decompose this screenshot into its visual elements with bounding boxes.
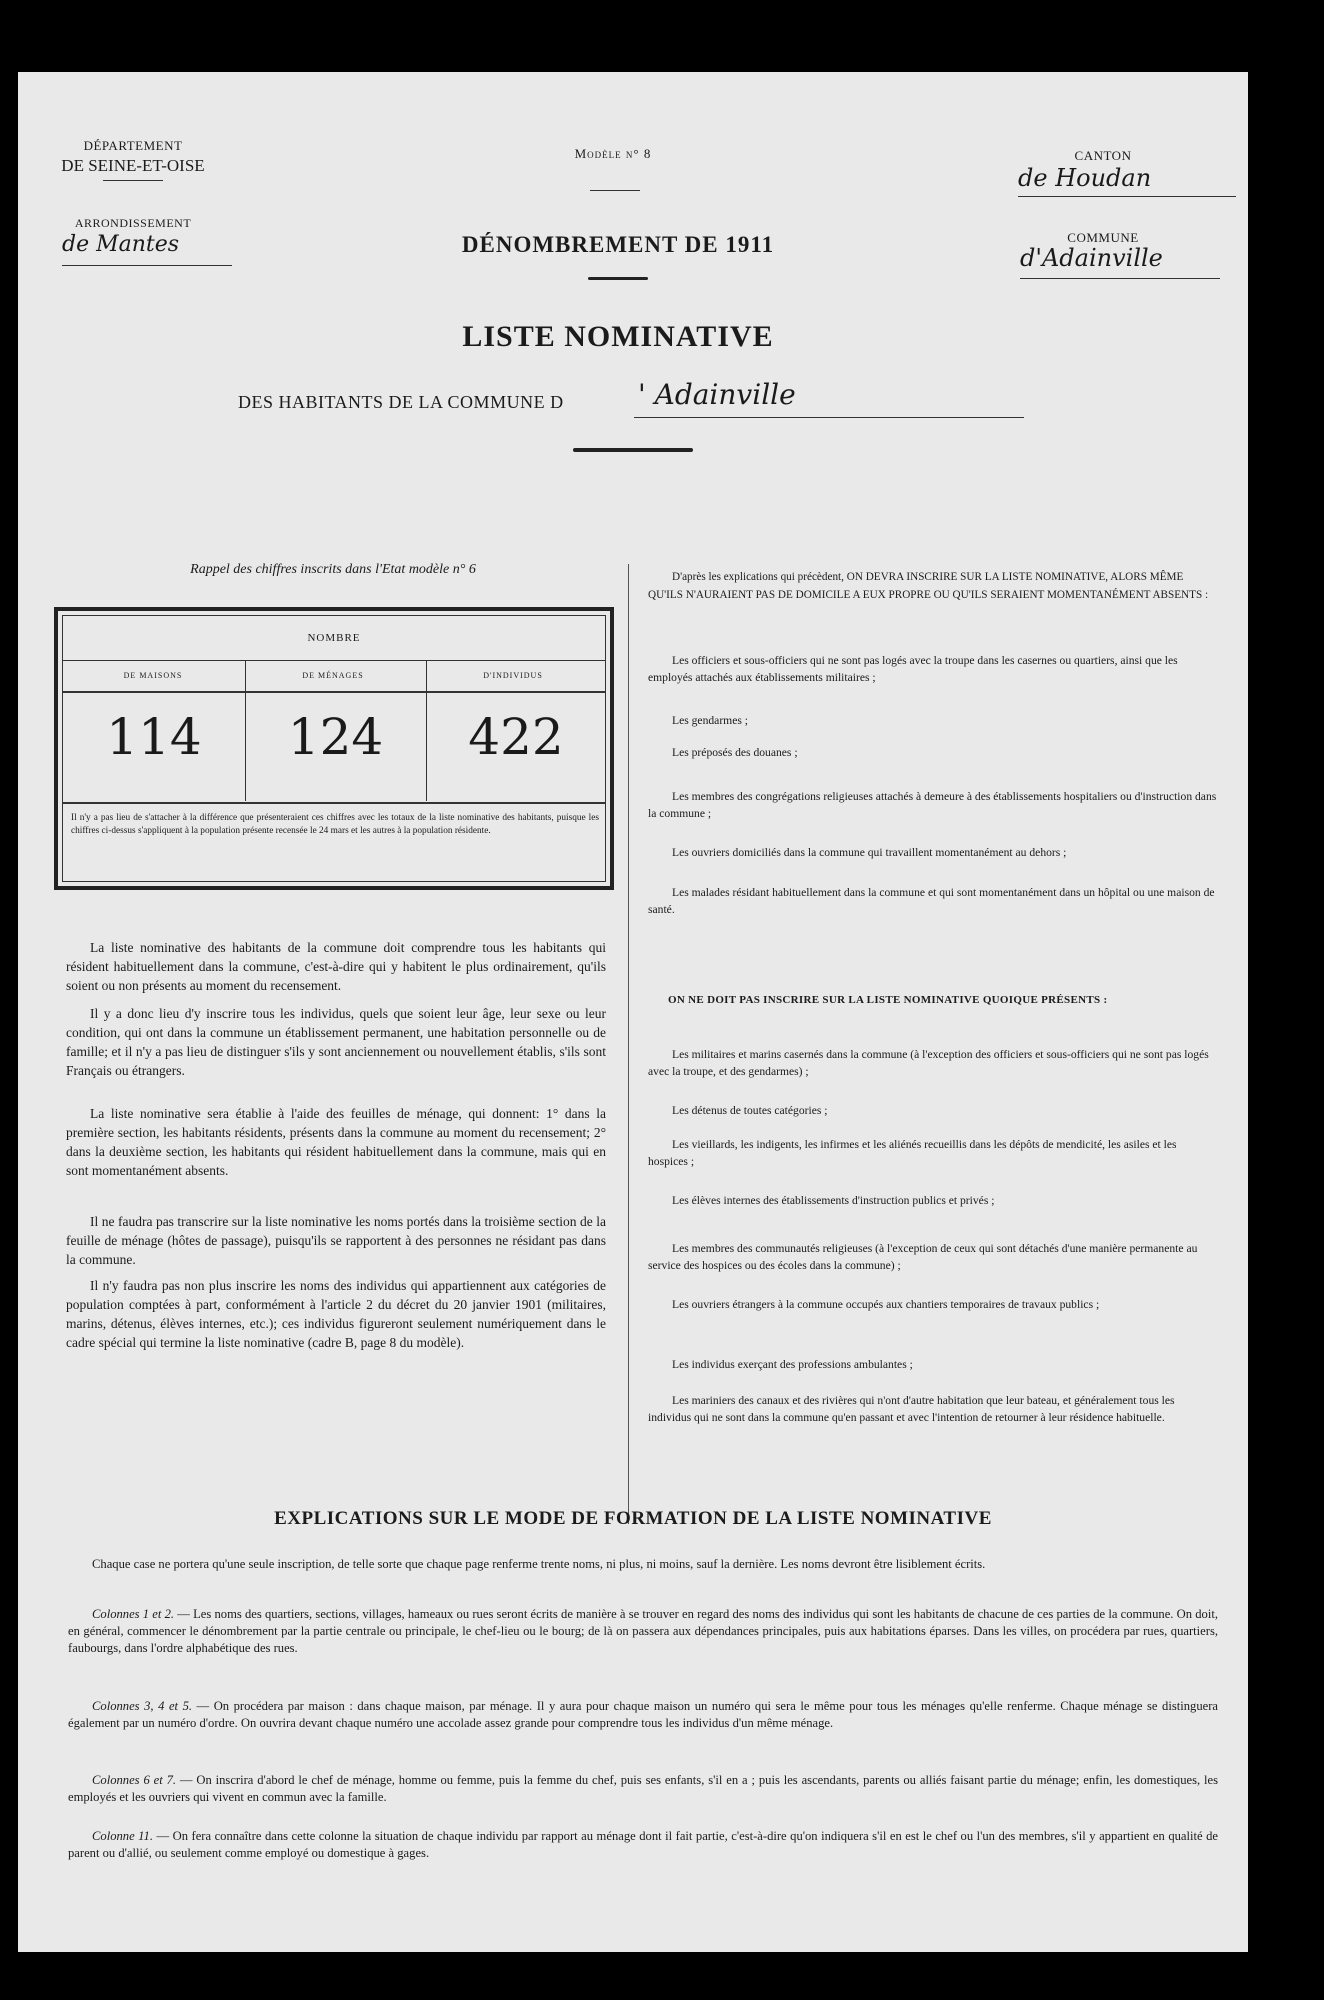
explication-paragraph-1: [68, 1556, 1218, 1573]
include-gendarmes: Les gendarmes ;: [672, 714, 748, 727]
include-ouvriers: Les ouvriers domiciliés dans la commune qui travaillent momentanément au dehors ;: [672, 846, 1067, 859]
individus-value: 422: [468, 708, 564, 766]
divider: [103, 180, 163, 181]
right-intro: D'après les explications qui précèdent, ON DEVRA INSCRIRE SUR LA LISTE NOMINATIVE, ALORS MÊME QU'ILS N'AURAIENT PAS DE DOMICILE A EUX PROPRE OU QU'ILS SERAIENT MOMENTANÉMENT ABSENTS :: [648, 571, 1209, 601]
divider: [63, 802, 605, 804]
habitants-prefix: DES HABITANTS DE LA COMMUNE D: [238, 392, 564, 412]
modele-label: Modèle n° 8: [574, 146, 652, 161]
left-paragraph-4: Il ne faudra pas transcrire sur la liste nominative les noms portés dans la troisième section de la feuille de ménage (hôtes de passage), puisqu'ils se rapportent à des personnes ne résidant pas dans la commune.: [66, 1214, 606, 1267]
liste-title: LISTE NOMINATIVE: [462, 320, 774, 353]
commune-value: d'Adainville: [1020, 244, 1163, 272]
col-maisons-header: DE MAISONS: [123, 671, 183, 680]
exclude-eleves: Les élèves internes des établissements d'instruction publics et privés ;: [672, 1194, 995, 1207]
explication-lead: Colonnes 6 et 7.: [92, 1773, 177, 1787]
census-page: [18, 72, 1248, 1952]
col-menages-header: DE MÉNAGES: [302, 671, 364, 680]
rappel-note: Il n'y a pas lieu de s'attacher à la différence que présenteraient ces chiffres avec les totaux de la liste nominative des habitants, puisque les chiffres ci-dessus s'appliquent à la population présente recensée le 24 mars et les autres à la population résidente.: [71, 813, 599, 836]
left-paragraph-3: La liste nominative sera établie à l'aide des feuilles de ménage, qui donnent: 1° dans la première section, les habitants résidents, présents dans la commune au moment du recensement; 2° dans la deuxième section, les habitants qui résident habituellement dans la commune, mais qui en sont momentanément absents.: [66, 1106, 606, 1178]
rappel-caption: Rappel des chiffres inscrits dans l'Etat modèle n° 6: [190, 562, 476, 577]
explication-lead: Colonne 11.: [92, 1829, 153, 1843]
divider: [63, 691, 605, 693]
canton-value: de Houdan: [1018, 164, 1152, 192]
explication-colonnes-6-7: [68, 1772, 1218, 1806]
left-paragraph-2: Il y a donc lieu d'y inscrire tous les individus, quels que soient leur âge, leur sexe ou leur condition, qui ont dans la commune un établissement permanent, une habitation personnelle ou de famille; et il n'y a pas lieu de distinguer s'ils y sont anciennement ou nouvellement établis, s'ils sont Français ou étrangers.: [66, 1006, 606, 1078]
include-officers: Les officiers et sous-officiers qui ne sont pas logés avec la troupe dans les casernes ou quartiers, ainsi que les employés attachés aux établissements militaires ;: [648, 654, 1178, 684]
commune-label: COMMUNE: [1067, 230, 1139, 245]
exclude-ouvriers-etrangers: Les ouvriers étrangers à la commune occupés aux chantiers temporaires de travaux publics ;: [672, 1298, 1100, 1311]
divider: [1018, 196, 1236, 197]
rappel-box: [54, 607, 614, 890]
divider: [634, 417, 1024, 418]
denombrement-title: DÉNOMBREMENT DE 1911: [461, 232, 775, 257]
explications-title: EXPLICATIONS SUR LE MODE DE FORMATION DE LA LISTE NOMINATIVE: [274, 1508, 992, 1529]
divider: [590, 190, 640, 191]
explication-colonnes-1-2: [68, 1606, 1218, 1657]
explication-text: — Les noms des quartiers, sections, villages, hameaux ou rues seront écrits de manière à se trouver en regard des noms des individus qui sont les habitants de chacune de ces parties de la commune. On doit, en général, commencer le dénombrement par la partie centrale ou principale, le chef-lieu ou le bourg; de là on passera aux dépendances principales, puis aux habitations éparses. Dans les villes, on procédera par rues, quartiers, faubourgs, dans l'ordre alphabétique des rues.: [68, 1607, 1218, 1655]
explication-lead: Colonnes 1 et 2.: [92, 1607, 175, 1621]
maisons-value: 114: [106, 708, 202, 766]
exclude-detenus: Les détenus de toutes catégories ;: [672, 1104, 828, 1117]
left-paragraph-1: La liste nominative des habitants de la commune doit comprendre tous les habitants qui résident habituellement dans la commune, c'est-à-dire qui y habitent le plus ordinairement, qu'ils soient ou non présents au moment du recensement.: [66, 940, 606, 993]
left-paragraph-5: Il n'y faudra pas non plus inscrire les noms des individus qui appartiennent aux catégories de population comptées à part, conformément à l'article 2 du décret du 20 janvier 1901 (militaires, marins, détenus, élèves internes, etc.); ces individus figureront seulement numériquement dans le cadre spécial qui termine la liste nominative (cadre B, page 8 du modèle).: [66, 1278, 606, 1350]
arrondissement-label: ARRONDISSEMENT: [74, 216, 192, 230]
divider: [62, 265, 232, 266]
explication-text: Chaque case ne portera qu'une seule inscription, de telle sorte que chaque page renferme trente noms, ni plus, ni moins, sauf la dernière. Les noms devront être lisiblement écrits.: [92, 1557, 986, 1571]
ornament: [573, 448, 693, 452]
exclude-militaires: Les militaires et marins casernés dans la commune (à l'exception des officiers et sous-officiers qui ne sont pas logés avec la troupe, et des gendarmes) ;: [648, 1048, 1209, 1078]
explication-colonnes-3-4-5: [68, 1698, 1218, 1732]
include-congregations: Les membres des congrégations religieuses attachés à demeure à des établissements hospitaliers ou d'instruction dans la commune ;: [648, 790, 1217, 820]
exclude-title: ON NE DOIT PAS INSCRIRE SUR LA LISTE NOMINATIVE QUOIQUE PRÉSENTS :: [668, 994, 1108, 1006]
arrondissement-value: de Mantes: [62, 232, 180, 257]
explication-text: — On procédera par maison : dans chaque maison, par ménage. Il y aura pour chaque maison un numéro qui sera le même pour tous les ménages qu'elle renferme. Chaque ménage se distinguera également par un numéro d'ordre. On ouvrira devant chaque numéro une accolade assez grande pour comprendre tous les individus d'un même ménage.: [68, 1699, 1218, 1730]
departement-label: DÉPARTEMENT: [83, 138, 183, 153]
ornament: [588, 277, 648, 280]
column-separator: [628, 564, 629, 1524]
departement-value: DE SEINE-ET-OISE: [61, 156, 205, 175]
menages-value: 124: [287, 708, 384, 766]
explication-text: — On fera connaître dans cette colonne la situation de chaque individu par rapport au ménage dont il fait partie, c'est-à-dire qu'on indiquera s'il en est le chef ou l'un des membres, s'il y appartient en qualité de parent ou d'allié, ou seulement comme employé ou domestique à gages.: [68, 1829, 1218, 1860]
exclude-ambulants: Les individus exerçant des professions ambulantes ;: [672, 1358, 913, 1371]
explication-lead: Colonnes 3, 4 et 5.: [92, 1699, 193, 1713]
col-individus-header: D'INDIVIDUS: [483, 671, 543, 680]
include-douanes: Les préposés des douanes ;: [672, 746, 798, 759]
divider: [63, 660, 605, 661]
habitants-commune-value: ' Adainville: [638, 378, 796, 411]
divider: [1020, 278, 1220, 279]
exclude-mariniers: Les mariniers des canaux et des rivières qui n'ont d'autre habitation que leur bateau, et généralement tous les individus qui ne sont dans la commune qu'en passant et avec l'intention de retourner à leur résidence habituelle.: [648, 1394, 1175, 1424]
exclude-communautes: Les membres des communautés religieuses (à l'exception de ceux qui sont détachés d'une manière permanente au service des hospices ou des écoles dans la commune) ;: [648, 1242, 1198, 1272]
canton-label: CANTON: [1074, 148, 1132, 163]
exclude-vieillards: Les vieillards, les indigents, les infirmes et les aliénés recueillis dans les dépôts de mendicité, les asiles et les hospices ;: [648, 1138, 1177, 1168]
include-malades: Les malades résidant habituellement dans la commune et qui sont momentanément dans un hôpital ou une maison de santé.: [648, 886, 1215, 916]
nombre-label: NOMBRE: [307, 632, 361, 644]
explication-text: — On inscrira d'abord le chef de ménage, homme ou femme, puis la femme du chef, puis ses enfants, s'il en a ; puis les ascendants, parents ou alliés faisant partie du ménage; enfin, les domestiques, les employés et les ouvriers qui vivent en commun avec la famille.: [68, 1773, 1218, 1804]
explication-colonne-11: [68, 1828, 1218, 1862]
